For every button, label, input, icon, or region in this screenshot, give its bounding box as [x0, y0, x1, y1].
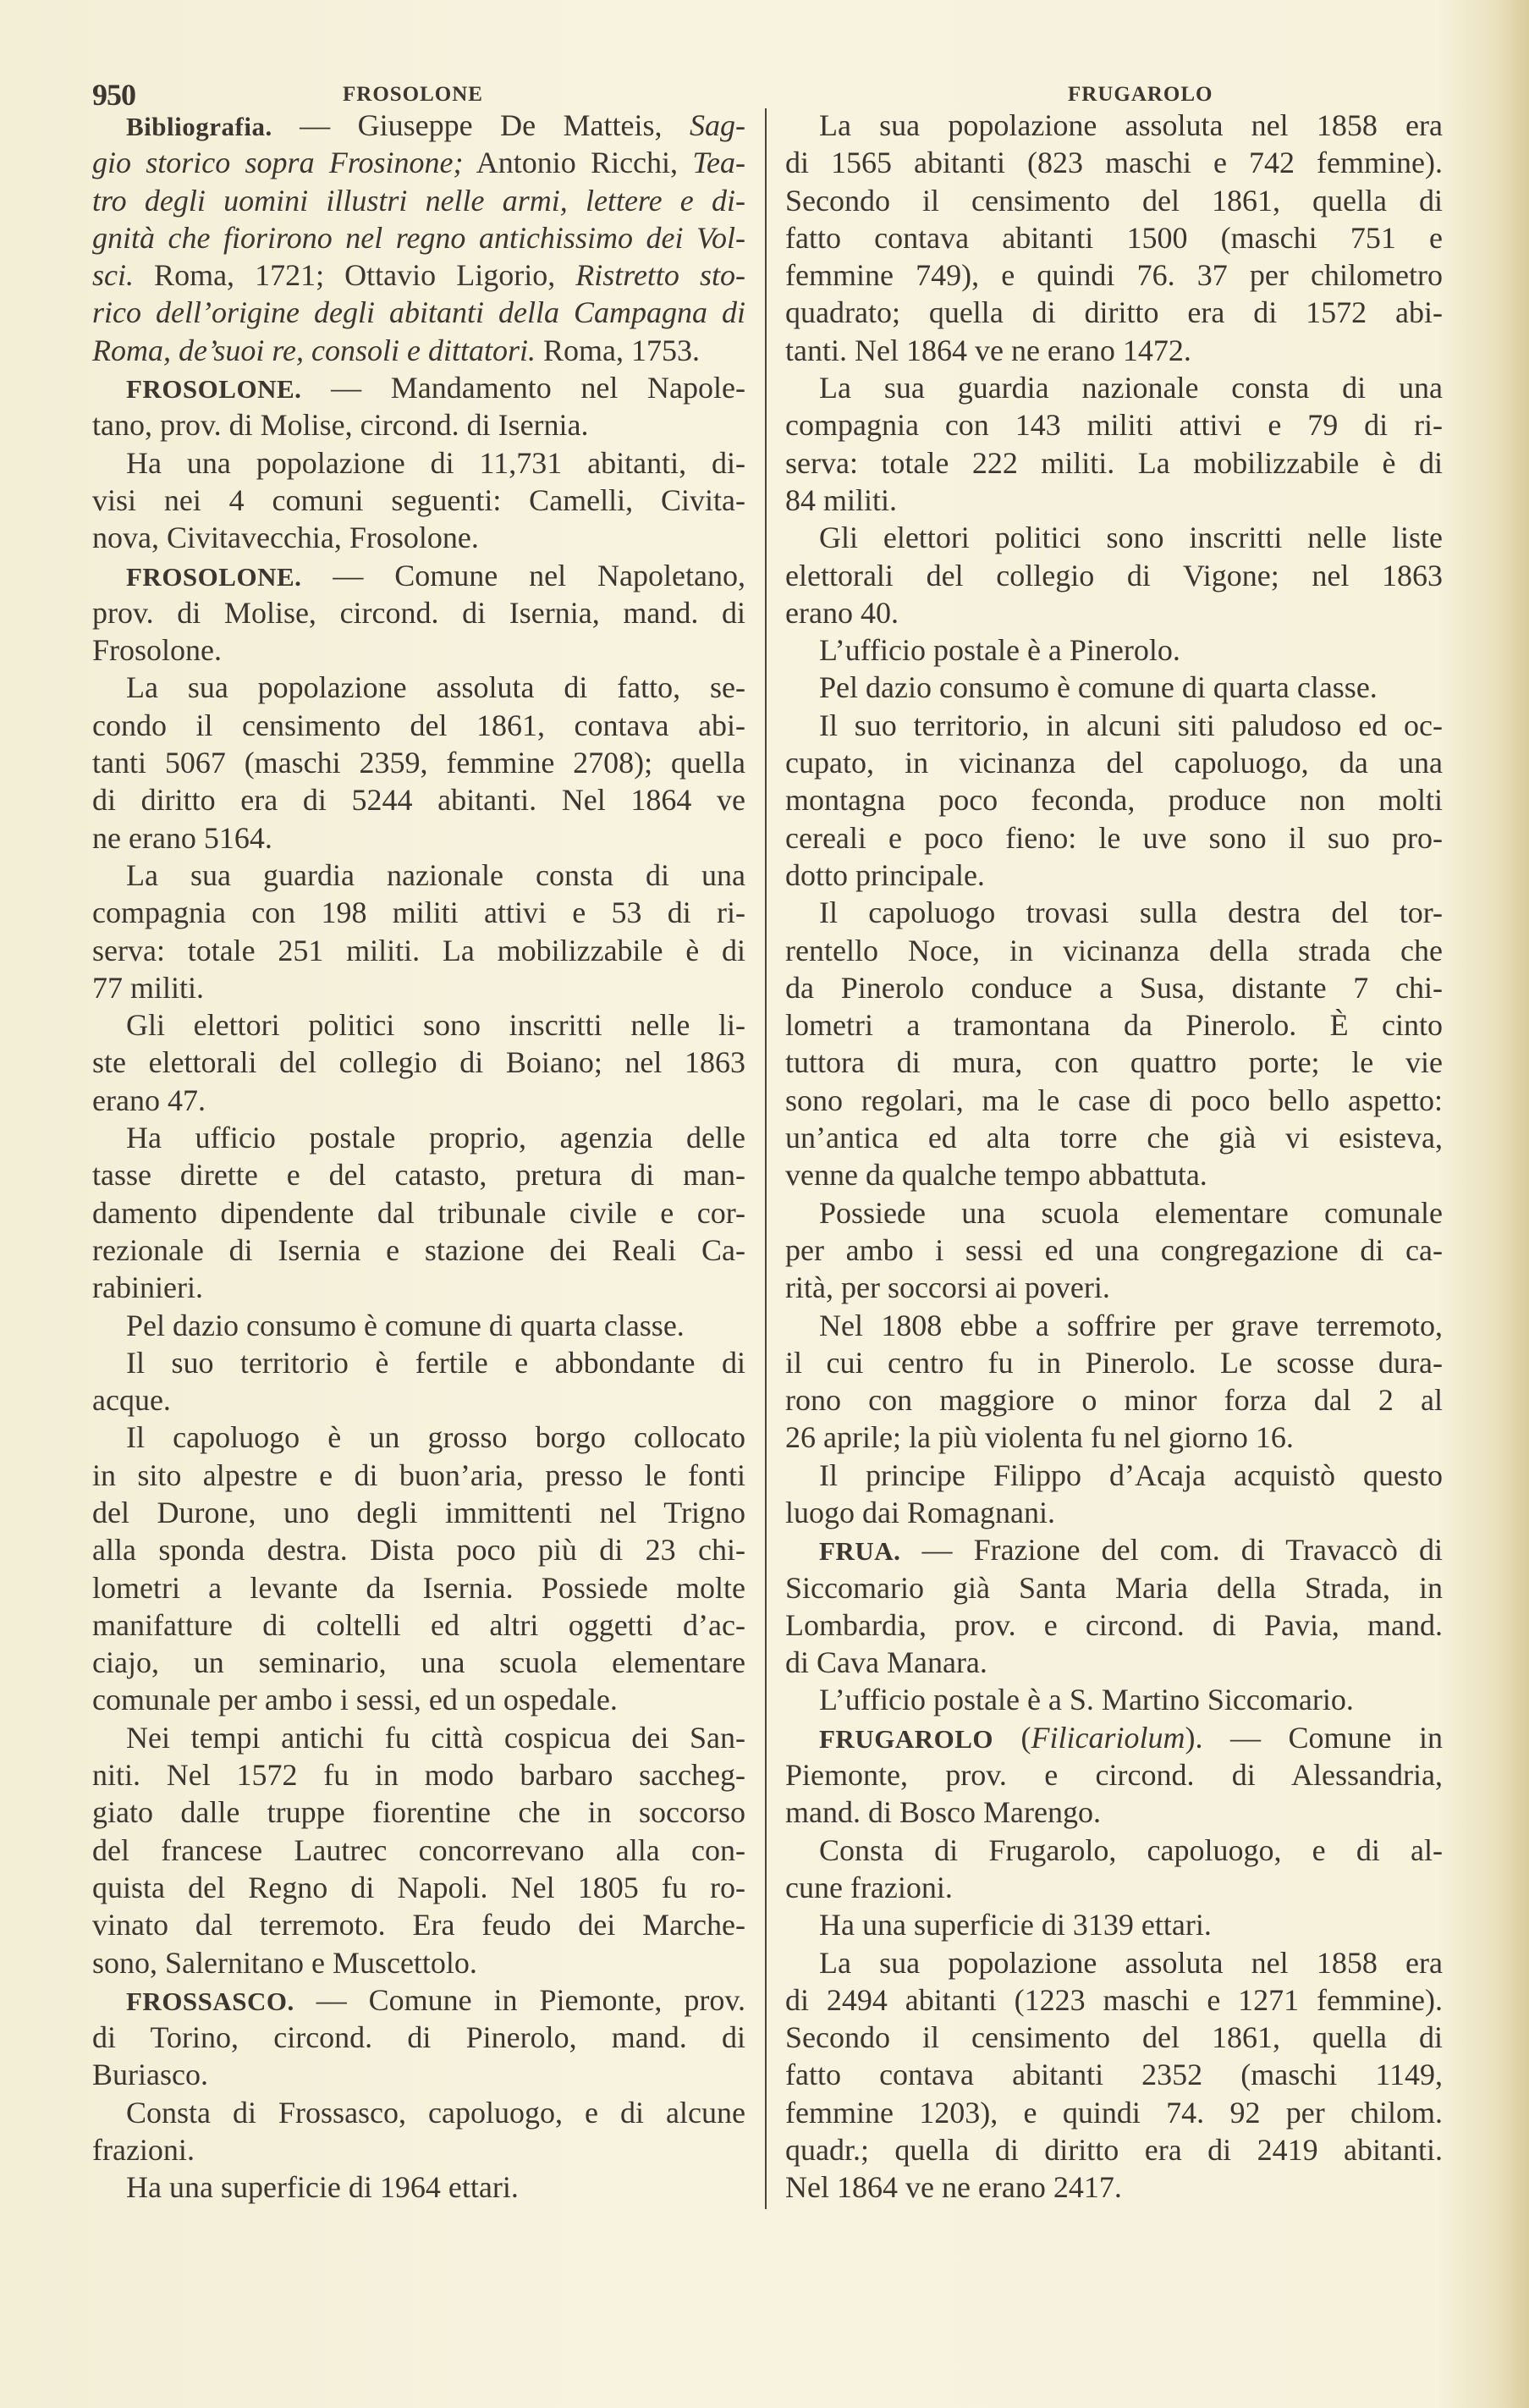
text-line	[785, 519, 1443, 556]
text-segment: alla sponda destra. Dista poco più di 23 chi-	[92, 1533, 745, 1568]
text-segment: elettorali del collegio di Vigone; nel 1863	[785, 558, 1443, 592]
text-segment: per ambo i sessi ed una congregazione di ca-	[785, 1232, 1443, 1267]
text-segment: ste elettorali del collegio di Boiano; nel 1863	[92, 1045, 745, 1080]
text-line	[785, 1981, 1443, 2019]
text-segment: Ha una popolazione di 11,731 abitanti, di-	[126, 445, 745, 480]
text-line	[92, 1606, 745, 1644]
italic-text: rico dell’origine degli abitanti della Campagna di	[92, 295, 745, 330]
text-segment: L’ufficio postale è a S. Martino Siccomario.	[819, 1683, 1354, 1717]
text-segment: Ha ufficio postale proprio, agenzia delle	[126, 1121, 745, 1155]
text-line	[92, 369, 745, 406]
text-line	[92, 1269, 745, 1306]
text-line	[785, 669, 1443, 706]
text-segment: 77 militi.	[92, 970, 205, 1005]
text-line	[92, 669, 745, 706]
text-segment: erano 40.	[785, 595, 899, 630]
text-segment: Il principe Filippo d’Acaja acquistò questo	[819, 1457, 1443, 1492]
text-line	[92, 1832, 745, 1869]
text-line	[92, 781, 745, 818]
text-line	[785, 1156, 1443, 1193]
text-line	[92, 1119, 745, 1156]
text-line	[785, 294, 1443, 331]
column-divider	[765, 108, 767, 2209]
italic-text: Filicariolum	[1031, 1720, 1185, 1755]
entry-heading: FRUGAROLO	[819, 1723, 993, 1754]
text-segment: lometri a tramontana da Pinerolo. È cinto	[785, 1008, 1443, 1043]
paragraph	[785, 107, 1443, 369]
text-segment: tano, prov. di Molise, circond. di Isernia.	[92, 408, 589, 443]
text-segment: lometri a levante da Isernia. Possiede molte	[92, 1570, 745, 1605]
text-line	[92, 2131, 745, 2168]
paragraph	[92, 557, 745, 670]
text-line	[785, 256, 1443, 294]
paragraph	[92, 107, 745, 369]
paragraph	[785, 1944, 1443, 2207]
text-segment: sono regolari, ma le case di poco bello aspetto:	[785, 1083, 1443, 1117]
text-line	[92, 144, 745, 181]
text-segment: di 2494 abitanti (1223 maschi e 1271 femmine).	[785, 1982, 1443, 2017]
text-line	[92, 1756, 745, 1794]
text-segment: frazioni.	[92, 2133, 195, 2168]
text-segment: rità, per soccorsi ai poveri.	[785, 1270, 1110, 1305]
text-line	[785, 1756, 1443, 1794]
paragraph	[785, 631, 1443, 669]
text-segment: mand. di Bosco Marengo.	[785, 1795, 1101, 1830]
entry-heading: FROSOLONE.	[126, 374, 302, 405]
paragraph	[92, 1719, 745, 1981]
text-line	[92, 332, 745, 369]
italic-text: sci.	[92, 258, 134, 293]
text-line	[92, 1906, 745, 1943]
italic-text: Ristretto sto-	[575, 258, 745, 293]
text-line	[92, 932, 745, 969]
text-segment: femmine 749), e quindi 76. 37 per chilometro	[785, 258, 1443, 293]
text-line	[92, 2019, 745, 2056]
text-segment: Antonio Ricchi,	[463, 146, 693, 180]
text-segment: Roma, 1721; Ottavio Ligorio,	[134, 258, 576, 293]
text-segment: quista del Regno di Napoli. Nel 1805 fu ro-	[92, 1870, 745, 1904]
text-line	[785, 557, 1443, 594]
text-segment: ne erano 5164.	[92, 820, 272, 855]
text-segment: cereali e poco fieno: le uve sono il suo pro-	[785, 820, 1443, 855]
text-segment: Pel dazio consumo è comune di quarta classe.	[126, 1308, 685, 1342]
text-segment: serva: totale 251 militi. La mobilizzabile è di	[92, 933, 745, 967]
text-segment: ). — Comune in	[1185, 1720, 1443, 1755]
text-segment: del Durone, uno degli immittenti nel Trigno	[92, 1495, 745, 1529]
text-line	[92, 1381, 745, 1419]
text-line	[92, 557, 745, 594]
text-line	[785, 707, 1443, 744]
text-segment: 84 militi.	[785, 482, 898, 517]
text-line	[785, 1531, 1443, 1568]
paragraph	[92, 1119, 745, 1306]
paragraph	[785, 1194, 1443, 1307]
text-line	[785, 182, 1443, 219]
text-segment: niti. Nel 1572 fu in modo barbaro saccheg-	[92, 1758, 745, 1793]
paragraph	[785, 669, 1443, 706]
text-line	[785, 1606, 1443, 1644]
text-line	[785, 1381, 1443, 1419]
text-line	[92, 1719, 745, 1756]
paragraph	[785, 894, 1443, 1193]
text-segment: — Frazione del com. di Travaccò di	[900, 1533, 1443, 1568]
text-segment: Consta di Frugarolo, capoluogo, e di al-	[819, 1832, 1443, 1867]
paragraph	[92, 2168, 745, 2206]
text-line	[785, 444, 1443, 482]
paragraph	[92, 369, 745, 444]
text-segment: — Giuseppe De Matteis,	[272, 108, 690, 142]
text-line	[92, 1419, 745, 1456]
text-segment: da Pinerolo conduce a Susa, distante 7 chi-	[785, 970, 1443, 1005]
text-segment: di Cava Manara.	[785, 1645, 987, 1680]
paragraph	[785, 1531, 1443, 1681]
text-segment: Il capoluogo trovasi sulla destra del tor-	[819, 895, 1443, 930]
text-segment: venne da qualche tempo abbattuta.	[785, 1158, 1207, 1193]
italic-text: Sag-	[690, 108, 745, 142]
page-number: 950	[92, 78, 135, 112]
paragraph	[92, 2094, 745, 2169]
text-segment: cupato, in vicinanza del capoluogo, da una	[785, 746, 1443, 780]
text-column-left	[92, 107, 745, 2207]
text-line	[785, 781, 1443, 818]
text-line	[92, 1232, 745, 1269]
text-segment: condo il censimento del 1861, contava abi-	[92, 708, 745, 742]
text-segment: Nel 1864 ve ne erano 2417.	[785, 2170, 1122, 2205]
text-segment: Buriasco.	[92, 2058, 208, 2092]
text-line	[92, 256, 745, 294]
italic-text: Tea-	[692, 146, 745, 180]
text-line	[92, 1981, 745, 2019]
text-segment: serva: totale 222 militi. La mobilizzabile è di	[785, 445, 1443, 480]
italic-text: Roma, de’suoi re, consoli e dittatori.	[92, 333, 536, 367]
text-segment: La sua popolazione assoluta nel 1858 era	[819, 108, 1443, 142]
text-line	[785, 2131, 1443, 2168]
text-line	[785, 1006, 1443, 1044]
text-line	[92, 1194, 745, 1232]
paragraph	[785, 1906, 1443, 1943]
text-segment: La sua popolazione assoluta di fatto, se-	[126, 670, 745, 705]
paragraph	[785, 369, 1443, 519]
text-segment: prov. di Molise, circond. di Isernia, mand. di	[92, 595, 745, 630]
text-segment: Ha una superficie di 1964 ettari.	[126, 2170, 519, 2205]
text-segment: compagnia con 143 militi attivi e 79 di ri-	[785, 408, 1443, 443]
text-line	[785, 1082, 1443, 1119]
text-line	[785, 1232, 1443, 1269]
text-line	[785, 482, 1443, 519]
text-segment: Il capoluogo è un grosso borgo collocato	[126, 1420, 745, 1455]
text-line	[785, 1044, 1443, 1081]
text-segment: 26 aprile; la più violenta fu nel giorno 16.	[785, 1420, 1294, 1455]
italic-text: gio storico sopra Frosinone;	[92, 146, 464, 180]
text-line	[92, 969, 745, 1006]
text-segment: erano 47.	[92, 1083, 206, 1117]
text-segment: sono, Salernitano e Muscettolo.	[92, 1945, 477, 1980]
paragraph	[92, 669, 745, 856]
text-line	[92, 2056, 745, 2093]
text-line	[92, 1044, 745, 1081]
paragraph	[92, 1419, 745, 1718]
italic-text: tro degli uomini illustri nelle armi, lettere e di-	[92, 183, 745, 218]
text-segment: di 1565 abitanti (823 maschi e 742 femmine).	[785, 146, 1443, 180]
text-line	[785, 1344, 1443, 1381]
text-line	[92, 1944, 745, 1981]
text-segment: di diritto era di 5244 abitanti. Nel 1864 ve	[92, 783, 745, 818]
text-segment: vinato dal terremoto. Era feudo dei Marche-	[92, 1908, 745, 1942]
text-line	[785, 2056, 1443, 2093]
paragraph	[785, 1307, 1443, 1457]
text-line	[785, 332, 1443, 369]
text-segment: quadrato; quella di diritto era di 1572 abi-	[785, 295, 1443, 330]
entry-heading: FROSSASCO.	[126, 1986, 294, 2016]
text-segment: L’ufficio postale è a Pinerolo.	[819, 633, 1180, 668]
paragraph	[92, 444, 745, 557]
text-line	[92, 1681, 745, 1718]
text-line	[92, 857, 745, 894]
text-segment: dotto principale.	[785, 857, 985, 892]
text-segment: Possiede una scuola elementare comunale	[819, 1195, 1443, 1230]
text-line	[92, 1307, 745, 1344]
paragraph	[785, 1681, 1443, 1718]
text-line	[785, 144, 1443, 181]
text-line	[92, 1494, 745, 1531]
text-segment: nova, Civitavecchia, Frosolone.	[92, 521, 479, 555]
text-line	[92, 406, 745, 444]
text-line	[92, 1531, 745, 1568]
text-line	[92, 1082, 745, 1119]
text-line	[92, 1569, 745, 1606]
text-segment: — Mandamento nel Napole-	[301, 371, 745, 405]
text-segment: acque.	[92, 1383, 171, 1418]
text-line	[92, 1156, 745, 1193]
text-line	[92, 2168, 745, 2206]
text-segment: rono con maggiore o minor forza dal 2 al	[785, 1383, 1443, 1418]
paragraph	[92, 1006, 745, 1119]
text-line	[785, 2019, 1443, 2056]
text-line	[92, 744, 745, 781]
entry-heading: Bibliografia.	[126, 112, 272, 141]
text-line	[785, 1906, 1443, 1943]
text-line	[785, 1681, 1443, 1718]
text-segment: del francese Lautrec concorrevano alla con-	[92, 1832, 745, 1867]
italic-text: gnità che fiorirono nel regno antichissimo dei Vol-	[92, 220, 745, 255]
text-segment: tasse dirette e del catasto, pretura di man-	[92, 1158, 745, 1193]
text-segment: La sua guardia nazionale consta di una	[819, 371, 1443, 405]
text-line	[92, 294, 745, 331]
text-segment: giato dalle truppe fiorentine che in soccorso	[92, 1795, 745, 1830]
text-segment: La sua popolazione assoluta nel 1858 era	[819, 1945, 1443, 1980]
text-line	[92, 1457, 745, 1494]
text-segment: un’antica ed alta torre che già vi esisteva,	[785, 1121, 1443, 1155]
text-segment: Consta di Frossasco, capoluogo, e di alcune	[126, 2095, 745, 2130]
text-line	[785, 2094, 1443, 2131]
text-line	[785, 1194, 1443, 1232]
paragraph	[785, 519, 1443, 631]
text-line	[785, 1644, 1443, 1681]
text-segment: (	[993, 1720, 1031, 1755]
text-segment: in sito alpestre e di buon’aria, presso le fonti	[92, 1457, 745, 1492]
paragraph	[92, 857, 745, 1006]
entry-heading: FROSOLONE.	[126, 561, 302, 592]
text-line	[785, 1457, 1443, 1494]
text-line	[92, 707, 745, 744]
text-segment: rezionale di Isernia e stazione dei Reali Ca-	[92, 1232, 745, 1267]
text-segment: manifatture di coltelli ed altri oggetti d’ac-	[92, 1607, 745, 1642]
entry-heading: FRUA.	[819, 1536, 901, 1567]
text-line	[785, 857, 1443, 894]
paragraph	[92, 1307, 745, 1344]
text-line	[785, 1119, 1443, 1156]
text-line	[785, 2168, 1443, 2206]
text-line	[92, 1644, 745, 1681]
text-line	[92, 1869, 745, 1906]
text-line	[785, 744, 1443, 781]
paragraph	[92, 1344, 745, 1419]
text-segment: Pel dazio consumo è comune di quarta classe.	[819, 670, 1378, 705]
text-segment: Frosolone.	[92, 633, 222, 668]
text-segment: Il suo territorio, in alcuni siti paludoso ed oc-	[819, 708, 1443, 742]
text-segment: Nel 1808 ebbe a soffrire per grave terremoto,	[819, 1308, 1443, 1342]
text-segment: montagna poco feconda, produce non molti	[785, 783, 1443, 818]
text-segment: cune frazioni.	[785, 1870, 953, 1904]
text-segment: Secondo il censimento del 1861, quella di	[785, 2020, 1443, 2055]
text-line	[785, 1494, 1443, 1531]
text-line	[92, 594, 745, 631]
text-line	[785, 1719, 1443, 1756]
text-segment: ciajo, un seminario, una scuola elementare	[92, 1645, 745, 1680]
text-line	[92, 894, 745, 931]
text-segment: tanti 5067 (maschi 2359, femmine 2708); quella	[92, 746, 745, 780]
text-segment: Lombardia, prov. e circond. di Pavia, mand.	[785, 1607, 1443, 1642]
text-segment: quadr.; quella di diritto era di 2419 abitanti.	[785, 2133, 1443, 2168]
text-line	[785, 1307, 1443, 1344]
text-line	[785, 631, 1443, 669]
text-line	[785, 1794, 1443, 1831]
running-head-left: FROSOLONE	[343, 83, 483, 106]
text-segment: rabinieri.	[92, 1270, 203, 1305]
text-segment: il cui centro fu in Pinerolo. Le scosse dura-	[785, 1345, 1443, 1380]
text-line	[92, 2094, 745, 2131]
text-line	[785, 406, 1443, 444]
text-line	[785, 1419, 1443, 1456]
text-column-right	[785, 107, 1443, 2207]
text-segment: visi nei 4 comuni seguenti: Camelli, Civita-	[92, 482, 745, 517]
text-line	[92, 107, 745, 144]
text-line	[785, 107, 1443, 144]
paragraph	[785, 1832, 1443, 1907]
text-segment: Siccomario già Santa Maria della Strada, in	[785, 1570, 1443, 1605]
paragraph	[785, 707, 1443, 894]
text-segment: Secondo il censimento del 1861, quella di	[785, 183, 1443, 218]
text-segment: Il suo territorio è fertile e abbondante di	[126, 1345, 745, 1380]
text-line	[92, 1344, 745, 1381]
text-line	[785, 969, 1443, 1006]
text-line	[92, 1794, 745, 1831]
text-segment: compagnia con 198 militi attivi e 53 di ri-	[92, 895, 745, 930]
paragraph	[785, 1719, 1443, 1832]
text-line	[92, 482, 745, 519]
text-segment: rentello Noce, in vicinanza della strada che	[785, 933, 1443, 967]
text-line	[785, 1832, 1443, 1869]
running-head-right: FRUGAROLO	[1068, 83, 1213, 106]
text-line	[785, 819, 1443, 857]
text-segment: fatto contava abitanti 2352 (maschi 1149,	[785, 2058, 1443, 2092]
text-line	[785, 932, 1443, 969]
text-segment: Ha una superficie di 3139 ettari.	[819, 1908, 1212, 1942]
text-line	[785, 894, 1443, 931]
text-segment: luogo dai Romagnani.	[785, 1495, 1055, 1529]
text-line	[92, 444, 745, 482]
text-line	[785, 594, 1443, 631]
text-segment: Gli elettori politici sono inscritti nelle liste	[819, 521, 1443, 555]
text-line	[92, 819, 745, 857]
text-segment: Gli elettori politici sono inscritti nelle li-	[126, 1008, 745, 1043]
paragraph	[785, 1457, 1443, 1532]
text-line	[785, 1269, 1443, 1306]
text-segment: La sua guardia nazionale consta di una	[126, 857, 745, 892]
text-line	[92, 1006, 745, 1044]
text-segment: Roma, 1753.	[535, 333, 700, 367]
text-line	[92, 631, 745, 669]
text-segment: di Torino, circond. di Pinerolo, mand. di	[92, 2020, 745, 2055]
text-segment: comunale per ambo i sessi, ed un ospedale.	[92, 1683, 618, 1717]
text-segment: — Comune nel Napoletano,	[301, 558, 745, 592]
text-segment: tanti. Nel 1864 ve ne erano 1472.	[785, 333, 1191, 367]
text-segment: femmine 1203), e quindi 74. 92 per chilom.	[785, 2095, 1443, 2130]
text-segment: damento dipendente dal tribunale civile e cor-	[92, 1195, 745, 1230]
text-line	[785, 369, 1443, 406]
paragraph	[92, 1981, 745, 2094]
text-segment: fatto contava abitanti 1500 (maschi 751 e	[785, 220, 1443, 255]
text-segment: Nei tempi antichi fu città cospicua dei San-	[126, 1720, 745, 1755]
text-segment: tuttora di mura, con quattro porte; le vie	[785, 1045, 1443, 1080]
text-line	[785, 219, 1443, 256]
text-line	[92, 219, 745, 256]
text-line	[785, 1944, 1443, 1981]
text-line	[785, 1569, 1443, 1606]
text-segment: Piemonte, prov. e circond. di Alessandria,	[785, 1758, 1443, 1793]
text-line	[92, 182, 745, 219]
text-line	[785, 1869, 1443, 1906]
text-line	[92, 519, 745, 556]
text-segment: — Comune in Piemonte, prov.	[294, 1982, 745, 2017]
